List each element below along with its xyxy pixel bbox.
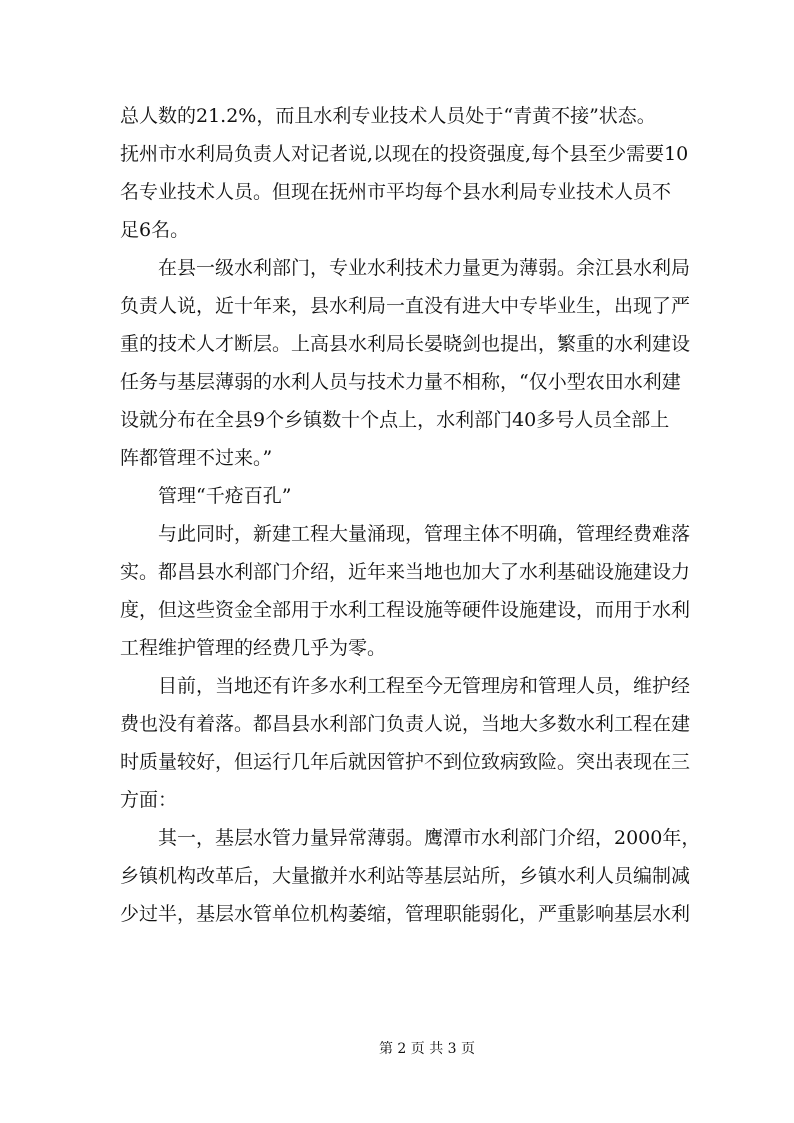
text-line: 实。都昌县水利部门介绍，近年来当地也加大了水利基础设施建设力: [120, 561, 691, 583]
text-line: 工程维护管理的经费几乎为零。: [120, 637, 387, 659]
text-line: 少过半，基层水管单位机构萎缩，管理职能弱化，严重影响基层水利: [120, 903, 691, 925]
page-number-footer: 第 2 页 共 3 页: [378, 1041, 476, 1057]
text-line: 负责人说，近十年来，县水利局一直没有进大中专毕业生，出现了严: [120, 295, 691, 317]
section-heading: 管理“千疮百孔”: [120, 485, 292, 507]
text-line: 任务与基层薄弱的水利人员与技术力量不相称，“仅小型农田水利建: [120, 371, 681, 393]
text-line: 度，但这些资金全部用于水利工程设施等硬件设施建设，而用于水利: [120, 599, 691, 621]
text-line: 与此同时，新建工程大量涌现，管理主体不明确，管理经费难落: [120, 523, 691, 545]
text-line: 在县一级水利部门，专业水利技术力量更为薄弱。余江县水利局: [120, 257, 691, 279]
body-text: [120, 97, 701, 933]
text-line: 目前，当地还有许多水利工程至今无管理房和管理人员，维护经: [120, 675, 691, 697]
text-line: 阵都管理不过来。”: [120, 447, 273, 469]
text-line: 设就分布在全县9个乡镇数十个点上，水利部门40多号人员全部上: [120, 409, 670, 431]
text-line: 时质量较好，但运行几年后就因管护不到位致病致险。突出表现在三: [120, 751, 691, 773]
text-line: 抚州市水利局负责人对记者说,以现在的投资强度,每个县至少需要10: [120, 143, 689, 165]
text-line: 总人数的21.2%，而且水利专业技术人员处于“青黄不接”状态。: [120, 105, 656, 127]
text-line: 其一，基层水管力量异常薄弱。鹰潭市水利部门介绍，2000年，: [120, 827, 701, 849]
text-line: 重的技术人才断层。上高县水利局长晏晓剑也提出，繁重的水利建设: [120, 333, 691, 355]
text-line: 乡镇机构改革后，大量撤并水利站等基层站所，乡镇水利人员编制减: [120, 865, 691, 887]
text-line: 足6名。: [120, 219, 190, 241]
text-line: 名专业技术人员。但现在抚州市平均每个县水利局专业技术人员不: [120, 181, 672, 203]
text-line: 方面：: [120, 789, 178, 811]
text-line: 费也没有着落。都昌县水利部门负责人说，当地大多数水利工程在建: [120, 713, 691, 735]
